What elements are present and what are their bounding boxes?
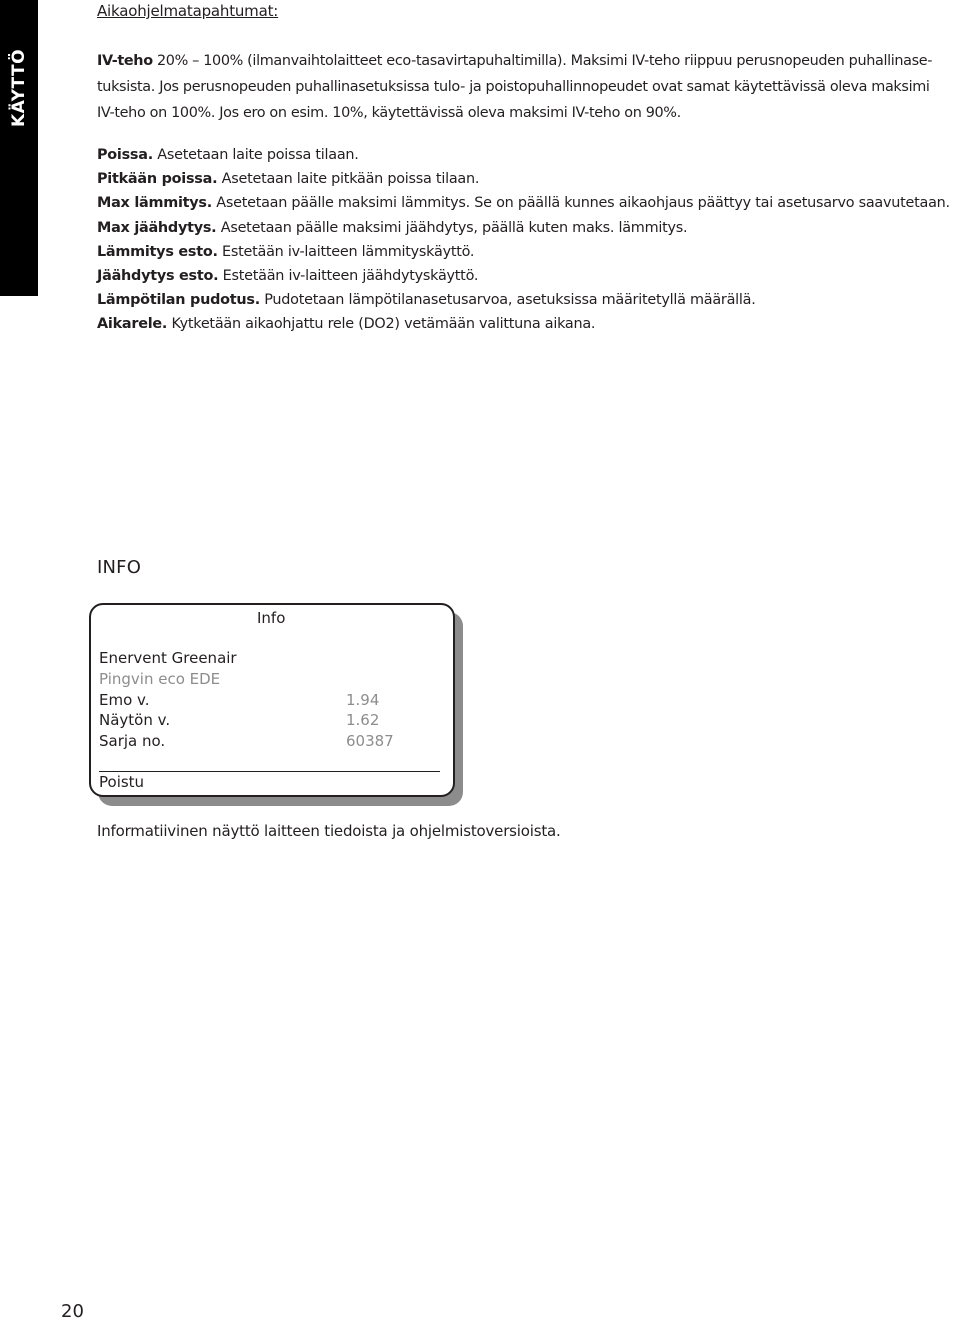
iv-power-term: IV-teho [97, 53, 153, 69]
info-row-label-serial-number: Sarja no. [99, 732, 166, 750]
event-options-list [97, 143, 950, 337]
event-option-term: Max lämmitys. [97, 195, 212, 212]
event-option-long-away [97, 167, 950, 191]
event-option-text: Estetään iv-laitteen lämmityskäyttö. [217, 243, 475, 260]
iv-power-line-1 [97, 48, 959, 74]
iv-power-line-1-text: 20% – 100% (ilmanvaihtolaitteet eco-tasavirtapuhaltimilla). Maksimi IV-teho riippuu perusnopeuden puhallinase- [152, 53, 933, 69]
info-screen [89, 603, 455, 797]
event-option-term: Pitkään poissa. [97, 171, 218, 188]
event-option-heating-block [97, 240, 950, 264]
event-option-text: Asetetaan laite pitkään poissa tilaan. [217, 171, 480, 188]
iv-power-paragraph [97, 48, 959, 126]
info-row-value-display-version: 1.62 [346, 711, 380, 729]
event-option-text: Pudotetaan lämpötilanasetusarvoa, asetuksissa määritetyllä määrällä. [259, 292, 756, 309]
device-name: Enervent Greenair [99, 649, 237, 667]
chapter-tab-label: KÄYTTÖ [9, 48, 29, 128]
event-option-term: Lämmitys esto. [97, 243, 218, 260]
event-option-term: Max jäähdytys. [97, 219, 217, 236]
event-option-term: Aikarele. [97, 316, 168, 333]
info-row-value-mainboard-version: 1.94 [346, 691, 380, 709]
section-heading-time-program-events: Aikaohjelmatapahtumat: [97, 2, 279, 20]
chapter-tab [0, 0, 38, 296]
event-option-text: Asetetaan laite poissa tilaan. [152, 147, 359, 163]
event-option-text: Asetetaan päälle maksimi lämmitys. Se on päällä kunnes aikaohjaus päättyy tai asetusarvo saavutetaan. [211, 195, 950, 212]
event-option-text: Kytketään aikaohjattu rele (DO2) vetämään valittuna aikana. [167, 316, 596, 333]
event-option-max-cooling [97, 216, 950, 240]
exit-button[interactable]: Poistu [99, 773, 145, 791]
info-screen-divider [99, 771, 440, 772]
info-screen-title: Info [257, 609, 286, 627]
iv-power-line-3: IV-teho on 100%. Jos ero on esim. 10%, käytettävissä oleva maksimi IV-teho on 90%. [97, 105, 681, 121]
event-option-max-heating [97, 191, 950, 215]
event-option-cooling-block [97, 264, 950, 288]
device-model: Pingvin eco EDE [99, 670, 221, 688]
event-option-temperature-drop [97, 288, 950, 312]
section-heading-info: INFO [97, 557, 142, 578]
iv-power-line-2: tuksista. Jos perusnopeuden puhallinasetuksissa tulo- ja poistopuhallinnopeudet ovat samat käytettävissä oleva maksimi [97, 79, 930, 95]
info-description: Informatiivinen näyttö laitteen tiedoista ja ohjelmistoversioista. [97, 822, 561, 840]
info-row-label-display-version: Näytön v. [99, 711, 171, 729]
event-option-text: Estetään iv-laitteen jäähdytyskäyttö. [218, 267, 479, 284]
event-option-away [97, 143, 950, 167]
info-row-label-mainboard-version: Emo v. [99, 691, 150, 709]
event-option-term: Jäähdytys esto. [97, 267, 219, 284]
event-option-term: Poissa. [97, 147, 153, 163]
info-row-value-serial-number: 60387 [346, 732, 394, 750]
event-option-term: Lämpötilan pudotus. [97, 292, 260, 309]
event-option-text: Asetetaan päälle maksimi jäähdytys, päällä kuten maks. lämmitys. [216, 219, 688, 236]
event-option-time-relay [97, 312, 950, 336]
page-number: 20 [61, 1301, 84, 1322]
